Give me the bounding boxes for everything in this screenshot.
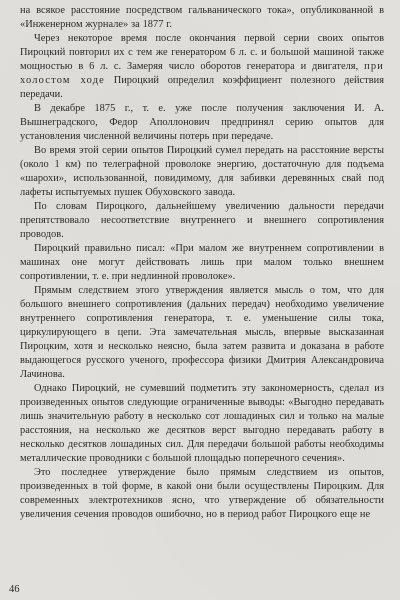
paragraph-7 [20,382,384,466]
paragraph-6-text: Прямым следствием этого утверждения является мысль о том, что для большого внешнего сопротивления (дальних передач) необходимо увеличение внутреннего сопротивления генератора, т. е. уменьшение силы тока, циркулирующего в цепи. Эта замечательная мысль, впервые высказанная Пироцким, хотя и несколько неясно, была затем развита и доказана в работе выдающегося русского ученого, профессора физики Дмитрия Александровича Лачинова. [20,285,384,380]
paragraph-2 [20,102,384,144]
paragraph-6 [20,284,384,382]
paragraph-4 [20,200,384,242]
paragraph-1-segment-1: Через некоторое время после окончания первой серии своих опытов Пироцкий повторил их с тем же генератором 6 л. с. и большой машиной также мощностью в 6 л. с. Замеряя число оборотов генератора и двигателя, [20,33,384,72]
page-number: 46 [9,584,20,595]
paragraph-5 [20,242,384,284]
paragraph-7-text: Однако Пироцкий, не сумевший подметить эту закономерность, сделал из произведенных опытов следующие ограниченные выводы: «Выгодно передавать лишь значительную работу в несколько сот лошадиных сил и только на малые расстояния, на несколько же десятков верст выгодно передавать работу в несколько десятков лошадиных сил. Для передачи большой работы необходимы металлические проводники с большой площадью поперечного сечения». [20,383,384,464]
paragraph-5-text: Пироцкий правильно писал: «При малом же внутреннем сопротивлении в машинах оне могут действовать лишь при малом только внешнем сопротивлении, т. е. при недлинной проволоке». [20,243,384,282]
paragraph-4-text: По словам Пироцкого, дальнейшему увеличению дальности передачи препятствовало несоответствие внутреннего и внешнего сопротивления проводов. [20,201,384,240]
paragraph-0 [20,4,384,32]
paragraph-3 [20,144,384,200]
paragraph-0-text: на всякое расстояние посредством гальванического тока», опубликованной в «Инженерном журнале» за 1877 г. [20,5,384,30]
paragraph-3-text: Во время этой серии опытов Пироцкий сумел передать на расстояние версты (около 1 км) по телеграфной проволоке энергию, достаточную для подъема «шарохи», использованной, повидимому, для забивки деревянных свай под лафеты испытуемых пушек Обуховского завода. [20,145,384,198]
paragraph-1-spaced-phrase: при холостом ходе [20,61,384,86]
paragraph-1 [20,32,384,102]
paragraph-8 [20,466,384,522]
paragraph-2-text: В декабре 1875 г., т. е. уже после получения заключения И. А. Вышнеградского, Федор Аполлонович предпринял серию опытов для установления численной величины потерь при передаче. [20,103,384,142]
paragraph-8-text: Это последнее утверждение было прямым следствием из опытов, произведенных в той форме, в какой они были осуществлены Пироцким. Для современных электротехников ясно, что утверждение об обязательности увеличения сечения проводов ошибочно, но в период работ Пироцкого еще не [20,467,384,520]
page-text [20,4,384,522]
paragraph-1-segment-3: Пироцкий определил коэффициент полезного действия передачи. [20,75,384,100]
